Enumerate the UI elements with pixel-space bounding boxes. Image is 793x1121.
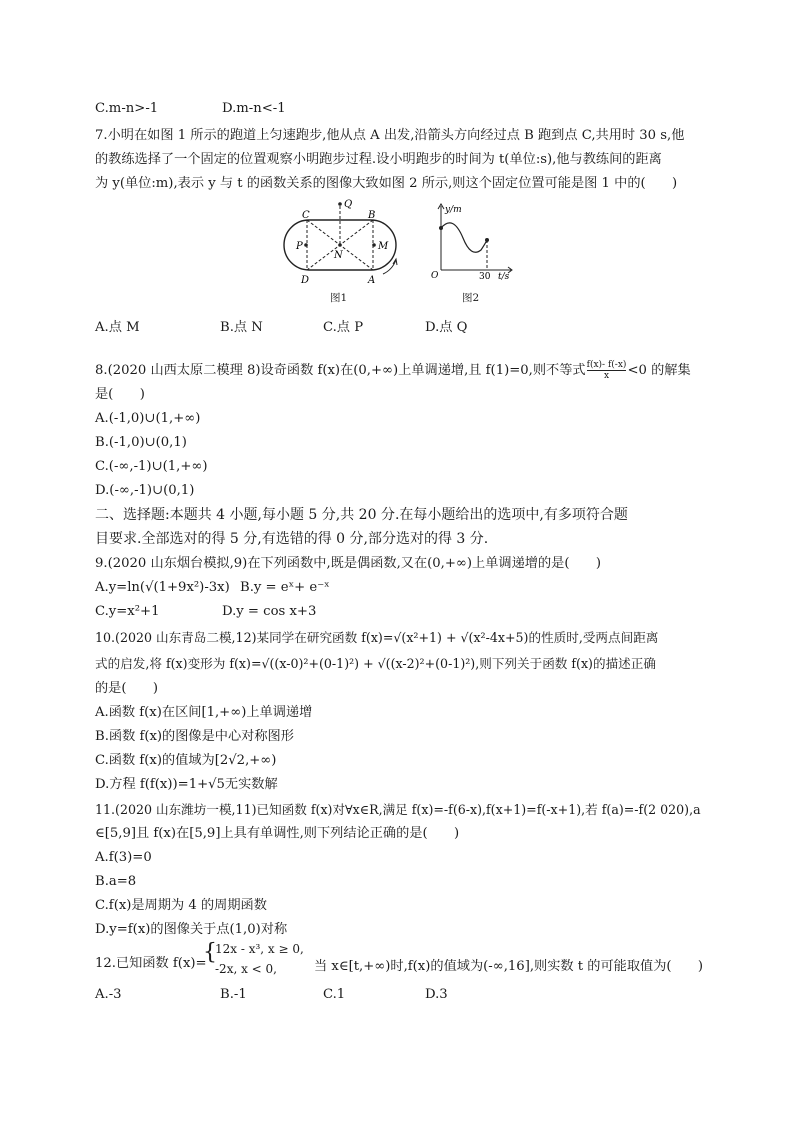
q12-prefix: 12.已知函数 f(x)= (95, 956, 207, 971)
q10-line1: 10.(2020 山东青岛二模,12)某同学在研究函数 f(x)=√(x²+1) + √(x²-4x+5)的性质时,受两点间距离 (95, 630, 659, 645)
q7-line2: 的教练选择了一个固定的位置观察小明跑步过程.设小明跑步的时间为 t(单位:s),他与教练间的距离 (95, 152, 662, 167)
q8-option-b: B.(-1,0)∪(0,1) (95, 435, 187, 450)
q12-option-d: D.3 (425, 987, 448, 1002)
q12-case2: -2x, x < 0, (215, 962, 277, 976)
q10-line3: 的是( ) (95, 681, 159, 696)
fig2-caption: 图2 (462, 292, 480, 304)
q12-option-b: B.-1 (220, 987, 247, 1002)
q10-line2: 式的启发,将 f(x)变形为 f(x)=√((x-0)²+(0-1)²) + √((x-2)²+(0-1)²),则下列关于函数 f(x)的描述正确 (95, 656, 656, 671)
label-d: D (301, 275, 310, 286)
q7-option-d: D.点 Q (425, 320, 468, 335)
q10-option-d: D.方程 f(f(x))=1+√5无实数解 (95, 777, 278, 792)
q11-option-a: A.f(3)=0 (95, 850, 152, 865)
q12-option-a: A.-3 (95, 987, 122, 1002)
q7-option-c: C.点 P (323, 320, 364, 335)
track-figure-1 (280, 196, 415, 286)
q7-line1: 7.小明在如图 1 所示的跑道上匀速跑步,他从点 A 出发,沿箭头方向经过点 B 跑到点 C,共用时 30 s,他 (95, 128, 685, 143)
label-q: Q (344, 199, 353, 210)
axis-x-label: t/s (498, 272, 510, 280)
fig1-caption: 图1 (330, 292, 348, 304)
axis-y-label: y/m (445, 205, 462, 215)
q7-line3: 为 y(单位:m),表示 y 与 t 的函数关系的图像大致如图 2 所示,则这个固定位置可能是图 1 中的( ) (95, 176, 678, 191)
q11-line2: ∈[5,9]且 f(x)在[5,9]上具有单调性,则下列结论正确的是( ) (95, 826, 460, 841)
q10-option-b: B.函数 f(x)的图像是中心对称图形 (95, 729, 294, 744)
q12-suffix: 当 x∈[t,+∞)时,f(x)的值域为(-∞,16],则实数 t 的可能取值为( ) (314, 959, 704, 974)
q11-option-d: D.y=f(x)的图像关于点(1,0)对称 (95, 922, 288, 937)
q7-option-a: A.点 M (95, 320, 140, 335)
q12-brace: { (203, 940, 217, 965)
q12-case1: 12x - x³, x ≥ 0, (215, 942, 304, 956)
q8-stem: 8.(2020 山西太原二模理 8)设奇函数 f(x)在(0,+∞)上单调递增,且 f(1)=0,则不等式 (95, 363, 586, 378)
option-c: C.m-n>-1 (95, 101, 159, 116)
q10-option-c: C.函数 f(x)的值域为[2√2,+∞) (95, 753, 277, 768)
label-b: B (368, 210, 376, 221)
q8-option-d: D.(-∞,-1)∪(0,1) (95, 483, 195, 498)
section2-line2: 目要求.全部选对的得 5 分,有选错的得 0 分,部分选对的得 3 分. (95, 531, 489, 547)
q9-option-d: D.y = cos x+3 (222, 604, 317, 619)
q8-line2: 是( ) (95, 387, 145, 402)
origin-label: O (431, 271, 439, 280)
label-p: P (296, 241, 303, 252)
q8-fraction (587, 360, 627, 381)
q9-option-c: C.y=x²+1 (95, 604, 160, 619)
q9-option-a: A.y=ln(√(1+9x²)-3x) (95, 580, 230, 595)
section2-line1: 二、选择题:本题共 4 小题,每小题 5 分,共 20 分.在每小题给出的选项中,有多项符合题 (95, 507, 628, 523)
q8-stem-tail: <0 的解集 (627, 363, 691, 378)
q9-option-b: B.y = eˣ+ e⁻ˣ (240, 580, 330, 595)
q8-option-c: C.(-∞,-1)∪(1,+∞) (95, 459, 208, 474)
q8-option-a: A.(-1,0)∪(1,+∞) (95, 411, 201, 426)
q8-frac-num: f(x)- f(-x) (586, 360, 627, 370)
graph-figure-2 (425, 200, 515, 280)
option-d: D.m-n<-1 (222, 101, 286, 116)
q12-option-c: C.1 (323, 987, 346, 1002)
label-c: C (302, 210, 310, 221)
q7-option-b: B.点 N (220, 320, 263, 335)
q10-option-a: A.函数 f(x)在区间[1,+∞)上单调递增 (95, 705, 313, 720)
q9-line1: 9.(2020 山东烟台模拟,9)在下列函数中,既是偶函数,又在(0,+∞)上单调递增的是( ) (95, 556, 602, 571)
label-n: N (334, 250, 343, 261)
q11-option-c: C.f(x)是周期为 4 的周期函数 (95, 898, 267, 913)
tick-30: 30 (479, 272, 491, 280)
label-m: M (378, 241, 389, 252)
q8-frac-den: x (603, 371, 610, 381)
label-a: A (368, 275, 376, 286)
q8-line1 (95, 360, 691, 381)
q11-line1: 11.(2020 山东潍坊一模,11)已知函数 f(x)对∀x∈R,满足 f(x)=-f(6-x),f(x+1)=f(-x+1),若 f(a)=-f(2 020),a (95, 802, 701, 817)
q11-option-b: B.a=8 (95, 874, 137, 889)
